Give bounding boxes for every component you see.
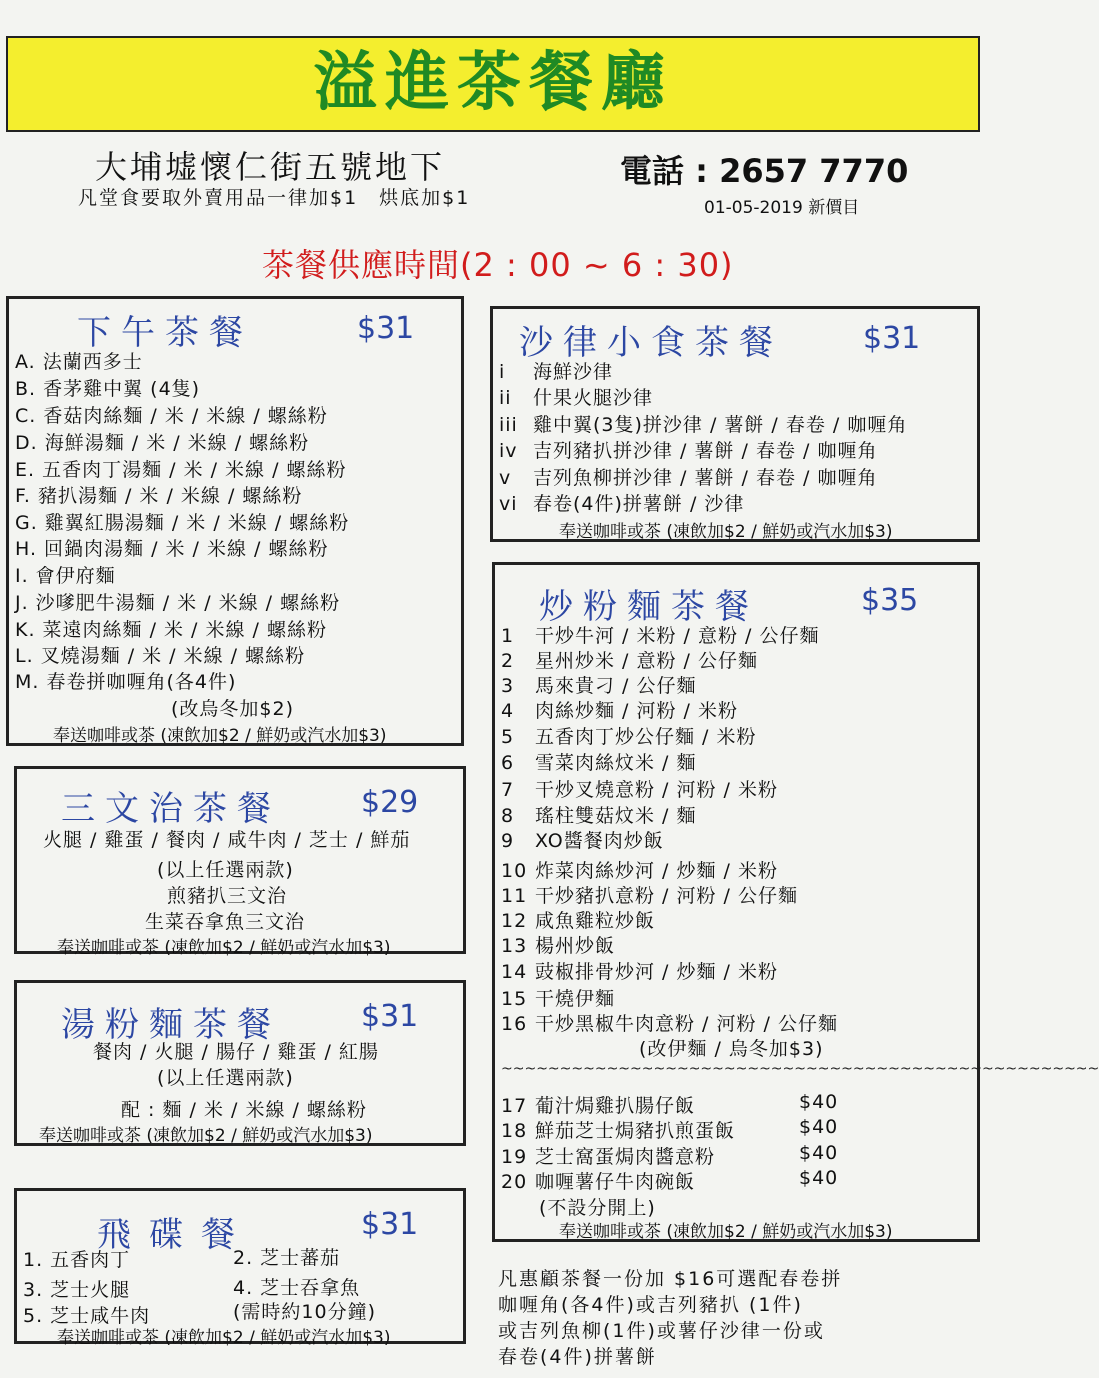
service-hours: 茶餐供應時間(2 : 00 ~ 6 : 30) <box>262 246 734 284</box>
premium-item: 19 芝士窩蛋焗肉醬意粉 <box>501 1146 716 1168</box>
flying-plate-item: 3. 芝士火腿 <box>23 1279 131 1301</box>
salad-item: v 吉列魚柳拼沙律 / 薯餅 / 春卷 / 咖喱角 <box>499 467 878 489</box>
afternoon-tea-box <box>6 296 464 746</box>
noodle-item: 6 雪菜肉絲炆米 / 麵 <box>501 752 697 774</box>
menu-item: B. 香茅雞中翼 (4隻) <box>15 378 201 400</box>
soup-noodle-set-title: 湯粉麵茶餐 <box>61 1005 281 1045</box>
combo-note-line: 咖喱角(各4件)或吉列豬扒 (1件) <box>498 1294 803 1316</box>
premium-price: $40 <box>799 1116 839 1138</box>
salad-snack-set-title: 沙律小食茶餐 <box>519 323 783 363</box>
noodle-item: 3 馬來貴刁 / 公仔麵 <box>501 675 697 697</box>
sandwich-set-box <box>14 766 466 958</box>
combo-note-line: 凡惠顧茶餐一份加 $16可選配春卷拼 <box>498 1268 843 1290</box>
fried-noodle-set-title: 炒粉麵茶餐 <box>539 587 759 627</box>
menu-item: I. 會伊府麵 <box>15 565 116 587</box>
menu-item: E. 五香肉丁湯麵 / 米 / 米線 / 螺絲粉 <box>15 459 347 481</box>
wavy-separator: ~~~~~~~~~~~~~~~~~~~~~~~~~~~~~~~~~~~~~~~~~~~~~~~~~~~ <box>501 1061 1099 1077</box>
menu-item: K. 菜遠肉絲麵 / 米 / 米線 / 螺絲粉 <box>15 619 327 641</box>
noodle-item: 12 咸魚雞粒炒飯 <box>501 910 656 932</box>
noodle-item: 13 楊州炒飯 <box>501 935 616 957</box>
menu-item: A. 法蘭西多士 <box>15 351 143 373</box>
surcharge-note: 凡堂食要取外賣用品一律加$1 烘底加$1 <box>78 187 471 209</box>
address: 大埔墟懷仁街五號地下 <box>95 148 446 186</box>
phone-number: 電話 : 2657 7770 <box>620 152 909 190</box>
premium-price: $40 <box>799 1091 839 1113</box>
noodle-item: 7 干炒叉燒意粉 / 河粉 / 米粉 <box>501 779 778 801</box>
menu-item: H. 回鍋肉湯麵 / 米 / 米線 / 螺絲粉 <box>15 538 329 560</box>
drink-note: 奉送咖啡或茶 (凍飲加$2 / 鮮奶或汽水加$3) <box>57 938 391 958</box>
soup-noodle-set-box <box>14 980 466 1146</box>
premium-note: (不設分開上) <box>539 1197 656 1219</box>
noodle-item: 9 XO醬餐肉炒飯 <box>501 830 664 852</box>
noodle-item: 15 干燒伊麵 <box>501 988 616 1010</box>
noodle-item: 11 干炒豬扒意粉 / 河粉 / 公仔麵 <box>501 885 798 907</box>
fried-noodle-extra: (改伊麵 / 烏冬加$3) <box>639 1038 824 1060</box>
menu-item: D. 海鮮湯麵 / 米 / 米線 / 螺絲粉 <box>15 432 310 454</box>
drink-note: 奉送咖啡或茶 (凍飲加$2 / 鮮奶或汽水加$3) <box>57 1328 391 1348</box>
flying-plate-item: 2. 芝士蕃茄 <box>233 1247 341 1269</box>
menu-item: F. 豬扒湯麵 / 米 / 米線 / 螺絲粉 <box>15 485 303 507</box>
salad-item: iii 雞中翼(3隻)拼沙律 / 薯餅 / 春卷 / 咖喱角 <box>499 414 908 436</box>
sandwich-set-title: 三文治茶餐 <box>61 789 281 829</box>
sandwich-line: 火腿 / 雞蛋 / 餐肉 / 咸牛肉 / 芝士 / 鮮茄 <box>43 829 411 851</box>
flying-plate-item: 4. 芝士吞拿魚 <box>233 1277 361 1299</box>
combo-note-line: 或吉列魚柳(1件)或薯仔沙律一份或 <box>498 1320 825 1342</box>
price-date: 01-05-2019 新價目 <box>704 198 860 218</box>
flying-plate-item: (需時約10分鐘) <box>233 1301 377 1323</box>
menu-item: M. 春卷拼咖喱角(各4件) <box>15 671 237 693</box>
salad-item: vi 春卷(4件)拼薯餅 / 沙律 <box>499 493 745 515</box>
fried-noodle-set-price: $35 <box>861 583 919 618</box>
soup-noodle-set-price: $31 <box>361 999 419 1034</box>
fried-noodle-set-box <box>492 562 1099 1242</box>
menu-item: C. 香菇肉絲麵 / 米 / 米線 / 螺絲粉 <box>15 405 328 427</box>
menu-item: G. 雞翼紅腸湯麵 / 米 / 米線 / 螺絲粉 <box>15 512 350 534</box>
restaurant-name: 溢進茶餐廳 <box>313 46 673 120</box>
afternoon-tea-title: 下午茶餐 <box>77 313 253 353</box>
sandwich-line: 生菜吞拿魚三文治 <box>145 911 306 933</box>
noodle-item: 14 豉椒排骨炒河 / 炒麵 / 米粉 <box>501 961 778 983</box>
sandwich-line: (以上任選兩款) <box>157 859 294 881</box>
premium-item: 18 鮮茄芝士焗豬扒煎蛋飯 <box>501 1120 736 1142</box>
noodle-item: 8 瑤柱雙菇炆米 / 麵 <box>501 805 697 827</box>
premium-price: $40 <box>799 1142 839 1164</box>
noodle-item: 10 炸菜肉絲炒河 / 炒麵 / 米粉 <box>501 860 778 882</box>
noodle-item: 4 肉絲炒麵 / 河粉 / 米粉 <box>501 700 738 722</box>
afternoon-tea-price: $31 <box>357 311 415 346</box>
flying-plate-item: 5. 芝士咸牛肉 <box>23 1305 151 1327</box>
noodle-item: 5 五香肉丁炒公仔麵 / 米粉 <box>501 726 757 748</box>
premium-item: 17 葡汁焗雞扒腸仔飯 <box>501 1095 696 1117</box>
menu-item: J. 沙嗲肥牛湯麵 / 米 / 米線 / 螺絲粉 <box>15 592 341 614</box>
soup-noodle-line: 餐肉 / 火腿 / 腸仔 / 雞蛋 / 紅腸 <box>93 1041 379 1063</box>
noodle-item: 16 干炒黑椒牛肉意粉 / 河粉 / 公仔麵 <box>501 1013 838 1035</box>
soup-noodle-line: (以上任選兩款) <box>157 1067 294 1089</box>
flying-plate-set-box <box>14 1188 466 1348</box>
premium-price: $40 <box>799 1167 839 1189</box>
flying-plate-set-price: $31 <box>361 1207 419 1242</box>
sandwich-line: 煎豬扒三文治 <box>167 885 288 907</box>
drink-note: 奉送咖啡或茶 (凍飲加$2 / 鮮奶或汽水加$3) <box>559 1222 893 1242</box>
flying-plate-item: 1. 五香肉丁 <box>23 1249 131 1271</box>
afternoon-tea-extra: (改烏冬加$2) <box>171 698 295 720</box>
header-banner <box>6 36 980 132</box>
drink-note: 奉送咖啡或茶 (凍飲加$2 / 鮮奶或汽水加$3) <box>39 1126 373 1146</box>
salad-item: ii 什果火腿沙律 <box>499 387 654 409</box>
combo-note-line: 春卷(4件)拼薯餅 <box>498 1346 657 1368</box>
flying-plate-set-title: 飛碟餐 <box>97 1215 253 1255</box>
salad-item: i 海鮮沙律 <box>499 361 614 383</box>
noodle-item: 1 干炒牛河 / 米粉 / 意粉 / 公仔麵 <box>501 625 820 647</box>
salad-snack-set-box <box>490 306 980 542</box>
salad-snack-set-price: $31 <box>863 321 921 356</box>
soup-noodle-line: 配 : 麵 / 米 / 米線 / 螺絲粉 <box>121 1099 367 1121</box>
premium-item: 20 咖喱薯仔牛肉碗飯 <box>501 1171 696 1193</box>
drink-note: 奉送咖啡或茶 (凍飲加$2 / 鮮奶或汽水加$3) <box>559 522 893 542</box>
sandwich-set-price: $29 <box>361 785 419 820</box>
salad-item: iv 吉列豬扒拼沙律 / 薯餅 / 春卷 / 咖喱角 <box>499 440 878 462</box>
noodle-item: 2 星州炒米 / 意粉 / 公仔麵 <box>501 650 758 672</box>
drink-note: 奉送咖啡或茶 (凍飲加$2 / 鮮奶或汽水加$3) <box>53 726 387 746</box>
menu-item: L. 叉燒湯麵 / 米 / 米線 / 螺絲粉 <box>15 645 306 667</box>
